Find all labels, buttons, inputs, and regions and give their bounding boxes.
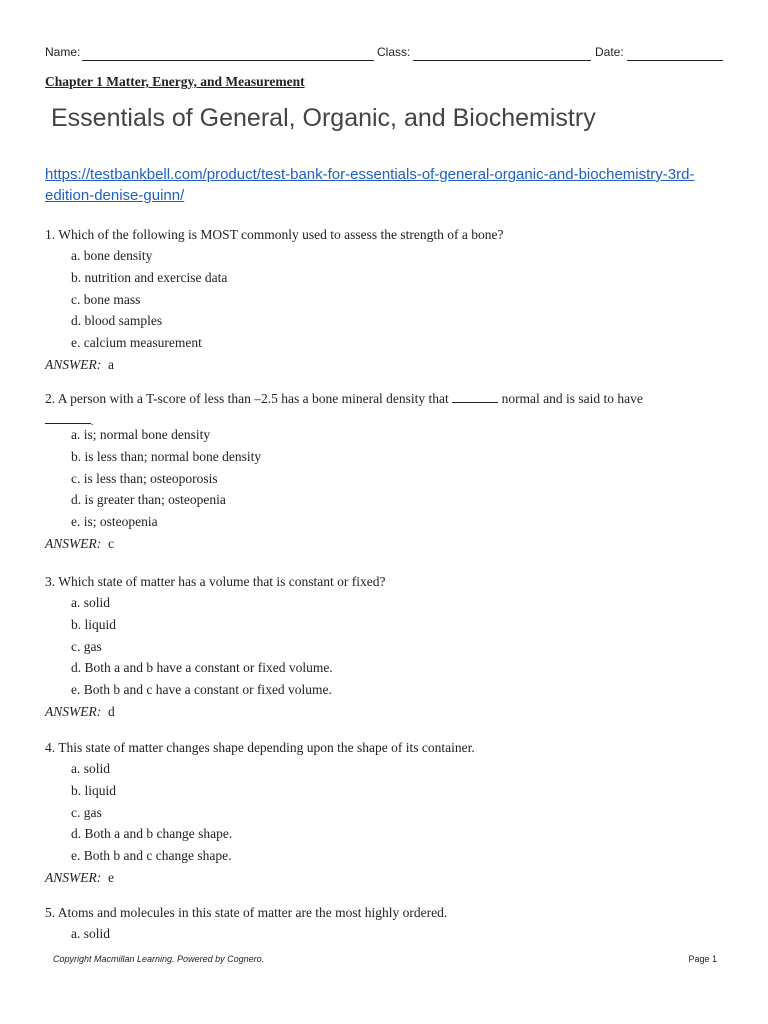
- answer-option: b. liquid: [71, 782, 117, 798]
- question-4: [45, 737, 725, 888]
- answer-label: ANSWER:: [45, 535, 102, 551]
- question-stem: 1. Which of the following is MOST commonly used to assess the strength of a bone?: [45, 227, 504, 242]
- answer-option: c. bone mass: [71, 291, 141, 307]
- question-stem-part: 2. A person with a T-score of less than –2.5 has a bone mineral density that: [45, 391, 449, 406]
- answer-option: d. is greater than; osteopenia: [71, 492, 226, 508]
- question-1: [45, 224, 725, 375]
- answer-option: c. gas: [71, 638, 102, 654]
- question-stem-part: .: [91, 417, 94, 428]
- answer-option: e. Both b and c change shape.: [71, 848, 232, 864]
- answer-value: a: [108, 356, 114, 372]
- question-stem: 4. This state of matter changes shape depending upon the shape of its container.: [45, 740, 475, 755]
- answer-value: e: [108, 869, 114, 885]
- question-stem: 3. Which state of matter has a volume that is constant or fixed?: [45, 574, 386, 589]
- name-field-line[interactable]: [82, 60, 374, 61]
- answer-option: d. Both a and b change shape.: [71, 826, 233, 842]
- book-title: Essentials of General, Organic, and Biochemistry: [51, 104, 596, 132]
- student-info-header: [45, 45, 725, 63]
- answer-option: a. solid: [71, 761, 110, 776]
- answer-line: [45, 701, 725, 722]
- question-5: [45, 902, 725, 945]
- question-2: [45, 388, 725, 554]
- answer-label: ANSWER:: [45, 869, 102, 885]
- date-label: Date:: [595, 45, 624, 59]
- answer-value: c: [108, 535, 114, 551]
- class-field-line[interactable]: [413, 60, 591, 61]
- answer-option: e. calcium measurement: [71, 335, 202, 351]
- name-label: Name:: [45, 45, 81, 59]
- fill-in-blank: [452, 391, 498, 403]
- answer-option: a. solid: [71, 595, 110, 610]
- answer-option: a. is; normal bone density: [71, 427, 211, 442]
- question-3: [45, 571, 725, 722]
- answer-line: [45, 533, 725, 554]
- fill-in-blank: [45, 409, 91, 424]
- answer-option: b. nutrition and exercise data: [71, 269, 228, 285]
- answer-option: c. gas: [71, 804, 102, 820]
- answer-option: b. is less than; normal bone density: [71, 448, 262, 464]
- answer-option: a. solid: [71, 926, 110, 941]
- copyright-text: Copyright Macmillan Learning. Powered by Cognero.: [53, 954, 265, 964]
- class-label: Class:: [377, 45, 411, 59]
- page-number: Page 1: [688, 954, 717, 964]
- question-stem-part: normal and is said to have: [501, 391, 643, 406]
- question-stem: [45, 388, 725, 428]
- answer-value: d: [108, 703, 115, 719]
- answer-label: ANSWER:: [45, 703, 102, 719]
- question-stem: 5. Atoms and molecules in this state of matter are the most highly ordered.: [45, 905, 448, 920]
- answer-option: e. is; osteopenia: [71, 514, 158, 530]
- answer-option: e. Both b and c have a constant or fixed volume.: [71, 682, 332, 698]
- answer-option: b. liquid: [71, 616, 117, 632]
- answer-line: [45, 867, 725, 888]
- page-footer: [53, 954, 717, 968]
- answer-option: d. Both a and b have a constant or fixed volume.: [71, 660, 333, 676]
- answer-option: c. is less than; osteoporosis: [71, 470, 218, 486]
- source-link[interactable]: https://testbankbell.com/product/test-bank-for-essentials-of-general-organic-and-biochemistry-3rd-edition-denise-guinn/: [45, 166, 695, 204]
- date-field-line[interactable]: [627, 60, 723, 61]
- answer-option: a. bone density: [71, 248, 153, 263]
- answer-label: ANSWER:: [45, 356, 102, 372]
- answer-option: d. blood samples: [71, 313, 163, 329]
- chapter-heading: Chapter 1 Matter, Energy, and Measurement: [45, 74, 305, 89]
- answer-line: [45, 354, 725, 375]
